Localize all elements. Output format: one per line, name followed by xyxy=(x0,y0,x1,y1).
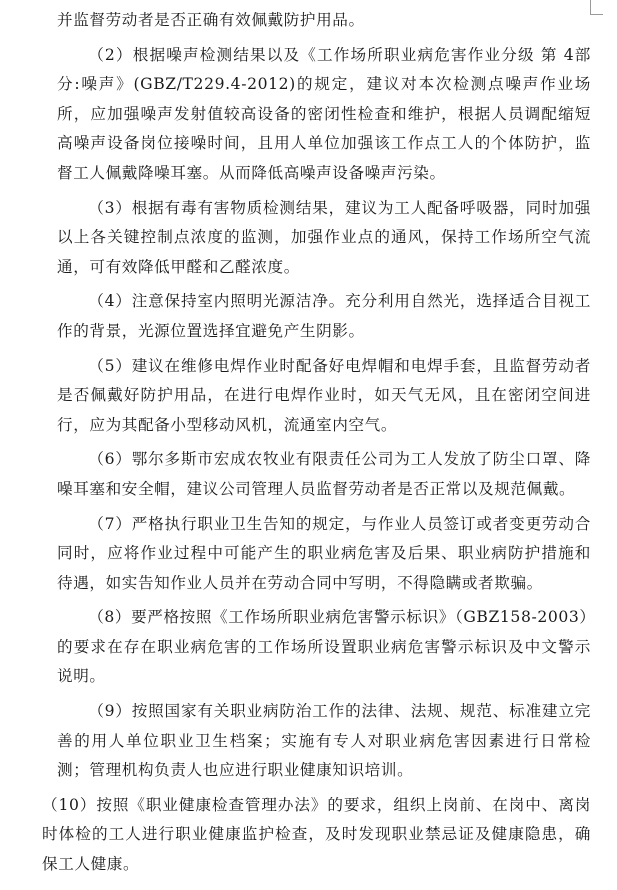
document-body xyxy=(42,6,596,885)
paragraph-item-5 xyxy=(57,352,591,441)
paragraph-item-8 xyxy=(57,603,596,692)
text-line: 所，应加强噪声发射值较高设备的密闭性检查和维护，根据人员调配缩 xyxy=(57,104,575,123)
text-line: （9）按照国家有关职业病防治工作的法律、法规、规范、标准建 xyxy=(88,702,559,721)
paragraph-item-2 xyxy=(57,41,591,189)
text-line: （2）根据噪声检测结果以及《工作场所职业病危害作业分级 第 4 xyxy=(88,45,575,64)
text-line: （10）按照《职业健康检查管理办法》的要求，组织上岗前、在岗中、 xyxy=(42,795,559,814)
text-line: 离岗时体检的工人进行职业健康监护检查，及时发现职业禁忌证及健康 xyxy=(42,795,592,844)
paragraph-continuation xyxy=(57,6,591,36)
paragraph-item-9 xyxy=(57,697,591,786)
text-line: （6）鄂尔多斯市宏成农牧业有限责任公司为工人发放了防尘口罩、 xyxy=(88,450,575,469)
text-line: （4）注意保持室内照明光源洁净。充分利用自然光，选择适合目 xyxy=(88,292,559,311)
text-line: 监督工人佩戴降噪耳塞。从而降低高噪声设备噪声污染。 xyxy=(57,134,591,182)
text-line: 示说明。 xyxy=(57,637,591,686)
text-line: 降噪耳塞和安全帽，建议公司管理人员监督劳动者是否正常以及规范佩 xyxy=(57,450,591,498)
text-line: 空间进行，应为其配备小型移动风机，流通室内空气。 xyxy=(57,386,591,434)
paragraph-item-4 xyxy=(57,287,591,346)
text-line: 空气流通，可有效降低甲醛和乙醛浓度。 xyxy=(57,228,591,276)
text-line: 并监督劳动者是否正确有效佩戴防护用品。 xyxy=(57,11,365,29)
text-line: （5）建议在维修电焊作业时配备好电焊帽和电焊手套，且监督劳 xyxy=(88,356,559,375)
text-line: 动合同时，应将作业过程中可能产生的职业病危害及后果、职业病防护 xyxy=(57,514,591,563)
text-line: （8）要严格按照《工作场所职业病危害警示标识》（GBZ158-2003） xyxy=(88,608,596,627)
paragraph-item-6 xyxy=(57,445,591,504)
text-line: 戴。 xyxy=(542,479,576,498)
paragraph-item-10 xyxy=(42,791,591,880)
text-line: （7）严格执行职业卫生告知的规定，与作业人员签订或者变更劳 xyxy=(88,514,559,533)
text-line: 措施和待遇，如实告知作业人员并在劳动合同中写明，不得隐瞒或者欺 xyxy=(57,544,591,592)
text-line: 的要求在存在职业病危害的工作场所设置职业病危害警示标识及中文警 xyxy=(57,637,575,656)
text-line: 常检测；管理机构负责人也应进行职业健康知识培训。 xyxy=(57,731,592,780)
text-line: 部分:噪声》(GBZ/T229.4-2012)的规定，建议对本次检测点噪声作业场 xyxy=(57,45,591,94)
text-line: 短高噪声设备岗位接噪时间，且用人单位加强该工作点工人的个体防护， xyxy=(57,104,591,153)
text-line: 立完善的用人单位职业卫生档案；实施有专人对职业病危害因素进行日 xyxy=(57,702,591,750)
text-line: 加强以上各关键控制点浓度的监测，加强作业点的通风，保持工作场所 xyxy=(57,198,591,247)
paragraph-item-3 xyxy=(57,194,591,283)
text-line: 隐患，确保工人健康。 xyxy=(42,825,592,874)
page-corner-mark xyxy=(590,0,603,15)
paragraph-item-7 xyxy=(57,510,591,599)
text-line: 骗。 xyxy=(510,573,543,592)
text-line: 视工作的背景，光源位置选择宜避免产生阴影。 xyxy=(57,292,591,340)
text-line: （3）根据有毒有害物质检测结果，建议为工人配备呼吸器，同时 xyxy=(88,198,559,217)
text-line: 动者是否佩戴好防护用品，在进行电焊作业时，如天气无风，且在密闭 xyxy=(57,356,591,405)
